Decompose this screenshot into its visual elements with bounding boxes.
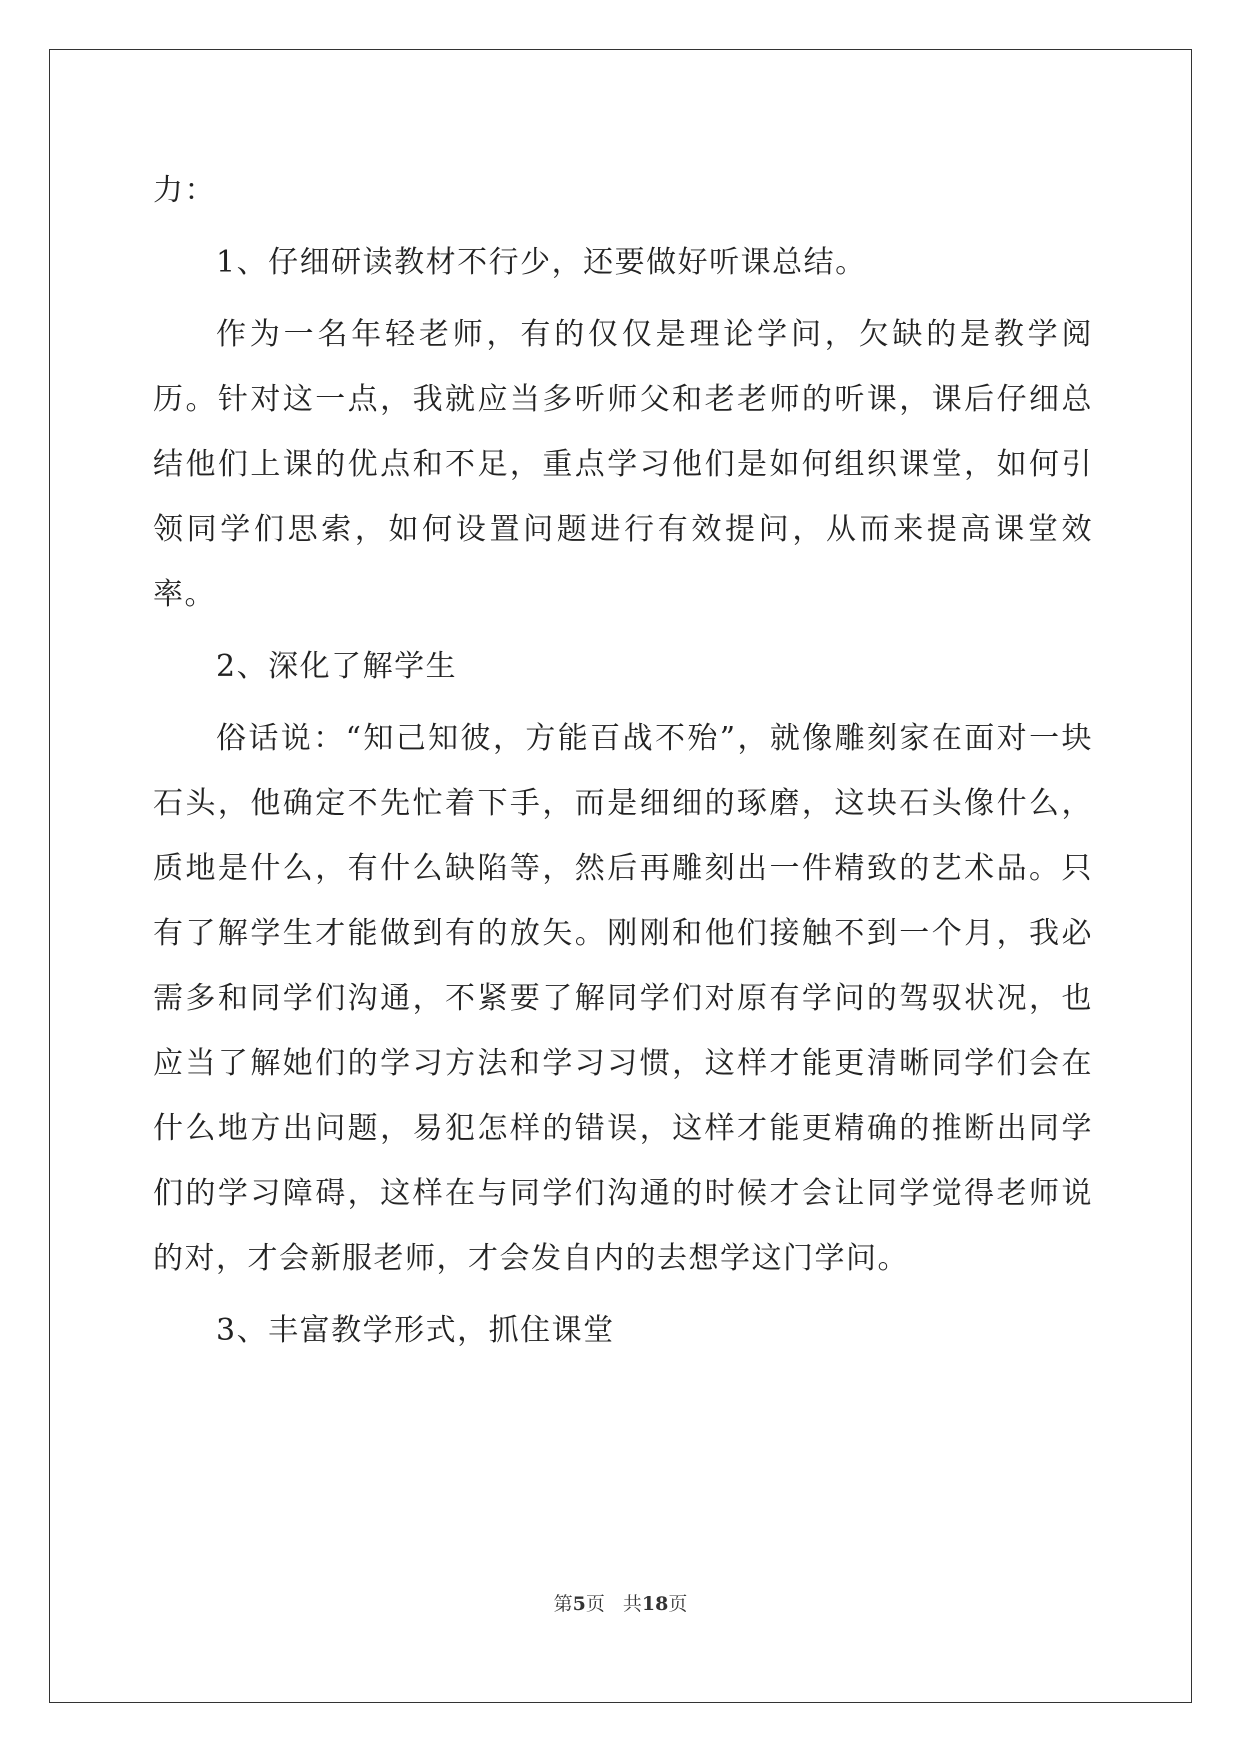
footer-total-suffix: 页 <box>668 1593 688 1615</box>
footer-page-suffix: 页 <box>585 1593 605 1615</box>
footer-total-prefix: 共 <box>622 1593 642 1615</box>
footer-page-number: 5 <box>572 1593 586 1615</box>
paragraph-5: 俗话说：“知己知彼，方能百战不殆”，就像雕刻家在面对一块石头，他确定不先忙着下手，而是细细的琢磨，这块石头像什么，质地是什么，有什么缺陷等，然后再雕刻出一件精致的艺术品。只有了解学生才能做到有的放矢。刚刚和他们接触不到一个月，我必需多和同学们沟通，不紧要了解同学们对原有学问的驾驭状况，也应当了解她们的学习方法和学习习惯，这样才能更清晰同学们会在什么地方出问题，易犯怎样的错误，这样才能更精确的推断出同学们的学习障碍，这样在与同学们沟通的时候才会让同学觉得老师说的对，才会新服老师，才会发自内的去想学这门学问。 <box>153 721 1093 1276</box>
paragraph-1: 力： <box>153 173 216 208</box>
paragraph-4: 2、深化了解学生 <box>216 649 458 684</box>
paragraph-3: 作为一名年轻老师，有的仅仅是理论学问，欠缺的是教学阅历。针对这一点，我就应当多听师父和老老师的听课，课后仔细总结他们上课的优点和不足，重点学习他们是如何组织课堂，如何引领同学们思索，如何设置问题进行有效提问，从而来提高课堂效率。 <box>153 317 1093 612</box>
footer-prefix: 第 <box>553 1593 573 1615</box>
paragraph-2: 1、仔细研读教材不行少，还要做好听课总结。 <box>216 245 867 280</box>
footer-total-pages: 18 <box>641 1593 669 1615</box>
document-body <box>153 158 1093 1370</box>
paragraph-6: 3、丰富教学形式，抓住课堂 <box>216 1313 615 1348</box>
page-footer <box>0 1589 1241 1616</box>
